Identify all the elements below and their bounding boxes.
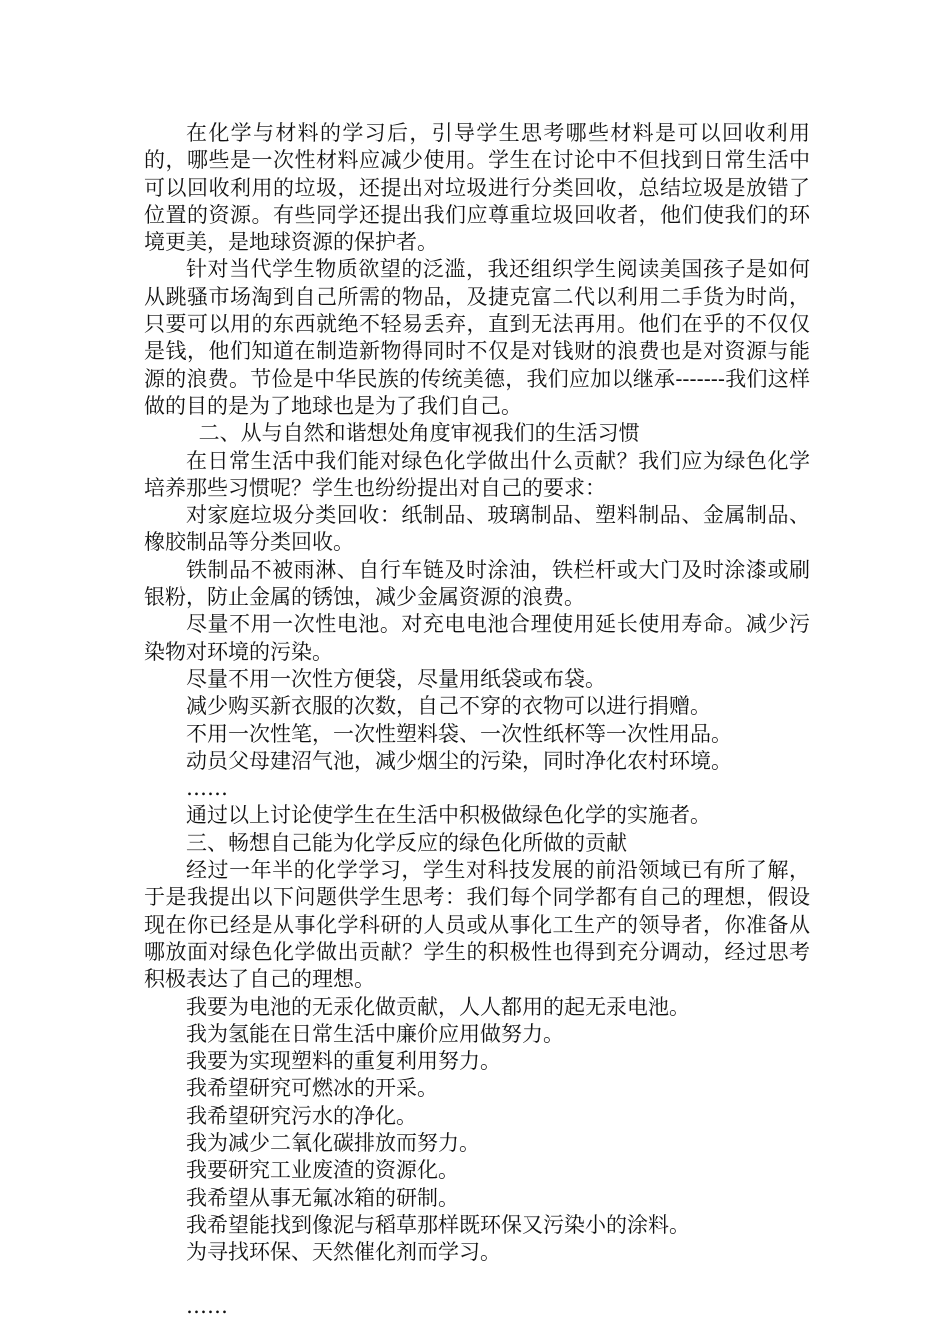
list-item: 我为氢能在日常生活中廉价应用做努力。 [186,1021,564,1046]
paragraph-frugality: 针对当代学生物质欲望的泛滥，我还组织学生阅读美国孩子是如何从跳骚市场淘到自己所需的物品，及捷克富二代以利用二手货为时尚，只要可以用的东西就绝不轻易丢弃，直到无法再用。他们在乎的不仅仅是钱，他们知道在制造新物得同时不仅是对钱财的浪费也是对资源与能源的浪费。节俭是中华民族的传统美德，我们应加以继承-------我们这样做的目的是为了地球也是为了我们自己。 [144,257,810,418]
list-item: 我要为电池的无汞化做贡献，人人都用的起无汞电池。 [186,994,690,1019]
section-heading-3: 三、畅想自己能为化学反应的绿色化所做的贡献 [186,830,627,855]
closing-ellipsis: …… [186,1294,228,1319]
list-item: 为寻找环保、天然催化剂而学习。 [186,1240,501,1265]
paragraph-daily-life: 在日常生活中我们能对绿色化学做出什么贡献？我们应为绿色化学培养那些习惯呢？学生也纷纷提出对自己的要求： [144,448,810,500]
list-item: 我为减少二氧化碳排放而努力。 [186,1130,480,1155]
list-item: 我希望研究可燃冰的开采。 [186,1076,438,1101]
list-item: 不用一次性笔，一次性塑料袋、一次性纸杯等一次性用品。 [186,721,732,746]
list-item: 我要研究工业废渣的资源化。 [186,1158,459,1183]
list-item: 我希望能找到像泥与稻草那样既环保又污染小的涂料。 [186,1212,690,1237]
list-item: 尽量不用一次性电池。对充电电池合理使用延长使用寿命。减少污染物对环境的污染。 [144,612,810,664]
list-item: 对家庭垃圾分类回收：纸制品、玻璃制品、塑料制品、金属制品、橡胶制品等分类回收。 [144,503,810,555]
list-item: 我要为实现塑料的重复利用努力。 [186,1049,501,1074]
list-item: 铁制品不被雨淋、自行车链及时涂油，铁栏杆或大门及时涂漆或刷银粉，防止金属的锈蚀，减少金属资源的浪费。 [144,557,810,610]
list-item: 我希望研究污水的净化。 [186,1103,417,1128]
paragraph-ideals: 经过一年半的化学学习，学生对科技发展的前沿领域已有所了解，于是我提出以下问题供学生思考：我们每个同学都有自己的理想，假设现在你已经是从事化学科研的人员或从事化工生产的领导者，你准备从哪放面对绿色化学做出贡献？学生的积极性也得到充分调动，经过思考积极表达了自己的理想。 [144,858,810,992]
paragraph-summary: 通过以上讨论使学生在生活中积极做绿色化学的实施者。 [186,803,711,828]
list-item: 减少购买新衣服的次数，自己不穿的衣物可以进行捐赠。 [186,694,711,719]
list-item: 动员父母建沼气池，减少烟尘的污染，同时净化农村环境。 [186,748,732,773]
list-item: 尽量不用一次性方便袋，尽量用纸袋或布袋。 [186,666,606,691]
ellipsis: …… [186,776,228,801]
list-item: 我希望从事无氟冰箱的研制。 [186,1185,459,1210]
paragraph-recycling: 在化学与材料的学习后，引导学生思考哪些材料是可以回收利用的，哪些是一次性材料应减少使用。学生在讨论中不但找到日常生活中可以回收利用的垃圾，还提出对垃圾进行分类回收，总结垃圾是放错了位置的资源。有些同学还提出我们应尊重垃圾回收者，他们使我们的环境更美，是地球资源的保护者。 [144,121,810,255]
spacer [144,1266,810,1293]
section-heading-2: 二、从与自然和谐想处角度审视我们的生活习惯 [198,421,640,446]
document-page [144,120,810,1321]
